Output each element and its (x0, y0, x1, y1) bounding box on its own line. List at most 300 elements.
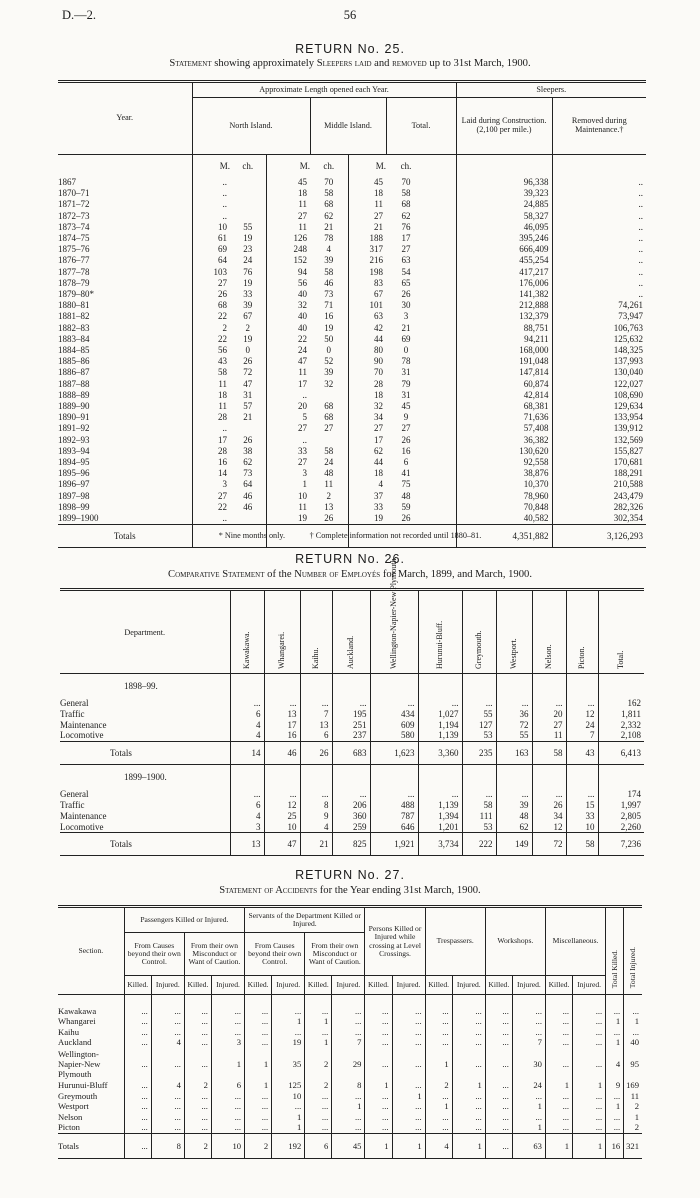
column-header (496, 590, 532, 674)
value-cell: ... (485, 1091, 512, 1102)
empty-cell (124, 995, 151, 1006)
spacer-cell (426, 345, 456, 356)
year-label: 1893–94 (58, 445, 90, 456)
totals-cell: 149 (496, 833, 532, 856)
value-cell: ... (496, 698, 532, 709)
value-cell: 111 (462, 811, 496, 822)
empty-cell (418, 765, 462, 790)
value-cell: 147,814 (456, 367, 552, 378)
value-cell: ... (124, 1016, 151, 1027)
department-name: Traffic (60, 799, 85, 810)
value-cell: 5 (266, 412, 310, 423)
value-cell (230, 177, 266, 188)
value-cell: ... (264, 789, 300, 800)
table-row (60, 730, 644, 741)
value-cell: ... (392, 1006, 425, 1017)
removed-header: Removed during Maintenance.† (552, 98, 646, 155)
value-cell: 282,326 (552, 502, 646, 513)
column-header (598, 590, 644, 674)
value-cell: 68 (401, 199, 411, 210)
spacer-cell (426, 356, 456, 367)
value-cell: ... (512, 1016, 545, 1027)
servants-header: Servants of the Department Killed or Injured. (245, 907, 365, 933)
value-cell: 27 (192, 491, 230, 502)
value-cell: ... (512, 1006, 545, 1017)
value-cell: ... (211, 1101, 244, 1112)
year-cell (58, 502, 192, 513)
totals-cell: 43 (566, 742, 598, 765)
value-cell: 259 (332, 822, 370, 833)
spacer-cell (426, 289, 456, 300)
page-number: 56 (343, 8, 357, 22)
value-cell: 24 (266, 345, 310, 356)
value-cell: ... (272, 1101, 305, 1112)
value-cell: 2 (305, 1048, 332, 1080)
column-header-label: Westport. (509, 638, 518, 669)
value-cell: 609 (370, 720, 418, 731)
value-cell: 63 (401, 255, 411, 266)
servants-misconduct-header: From their own Misconduct or Want of Caution. (305, 933, 365, 976)
value-cell: ... (606, 1122, 624, 1133)
value-cell: 94,211 (456, 334, 552, 345)
value-cell: 28 (192, 446, 230, 457)
value-cell (230, 211, 266, 222)
value-cell: 3 (192, 479, 230, 490)
value-cell: ... (606, 1091, 624, 1102)
value-cell: 127 (462, 720, 496, 731)
value-cell: 1 (245, 1080, 272, 1091)
value-cell: 17 (264, 720, 300, 731)
totals-cell: 1 (452, 1133, 485, 1158)
totals-cell: ... (124, 1133, 151, 1158)
value-cell: 25 (264, 811, 300, 822)
killed-header: Killed. (124, 976, 151, 995)
value-cell: 72 (496, 720, 532, 731)
section-name: Picton (58, 1122, 80, 1133)
totals-laid: 4,351,882 (456, 525, 552, 548)
value-cell: 16 (192, 457, 230, 468)
value-cell: 62 (324, 210, 334, 221)
value-cell: 10 (266, 491, 310, 502)
value-cell: 1,027 (418, 709, 462, 720)
value-cell: 72 (243, 367, 253, 378)
killed-header: Killed. (305, 976, 332, 995)
section-header: Section. (58, 907, 124, 995)
value-cell: ... (332, 1016, 365, 1027)
value-cell: ... (392, 1101, 425, 1112)
value-cell: 34 (532, 811, 566, 822)
table-row (58, 345, 646, 356)
empty-cell (332, 674, 370, 699)
value-cell: 8 (300, 800, 332, 811)
value-cell: 53 (462, 730, 496, 741)
department-name: General (60, 789, 89, 800)
value-cell: ... (184, 1027, 211, 1038)
value-cell: 188 (348, 233, 386, 244)
level-crossing-header: Persons Killed or Injured while crossing at Level Crossings. (365, 907, 425, 976)
value-cell: ... (211, 1016, 244, 1027)
value-cell: 78 (324, 233, 334, 244)
passengers-beyond-header: From Causes beyond their own Control. (124, 933, 184, 976)
value-cell: 32 (324, 378, 334, 389)
total-length-header: Total. (386, 98, 456, 155)
killed-header: Killed. (425, 976, 452, 995)
killed-header: Killed. (365, 976, 392, 995)
value-cell: 11 (624, 1091, 642, 1102)
value-cell: 18 (348, 390, 386, 401)
empty-cell (332, 995, 365, 1006)
value-cell: ... (573, 1122, 606, 1133)
value-cell: 36,382 (456, 435, 552, 446)
value-cell: ... (124, 1027, 151, 1038)
value-cell: 10,370 (456, 479, 552, 490)
table-row (58, 289, 646, 300)
column-header (566, 590, 598, 674)
value-cell: 132,379 (456, 311, 552, 322)
value-cell: 141,382 (456, 289, 552, 300)
table-row (58, 222, 646, 233)
value-cell: 48 (401, 490, 411, 501)
value-cell: 237 (332, 730, 370, 741)
value-cell: 6 (230, 709, 264, 720)
period-row (60, 674, 644, 699)
year-label: 1882–83 (58, 322, 90, 333)
spacer-cell (426, 211, 456, 222)
year-label: 1892–93 (58, 434, 90, 445)
value-cell: 68 (192, 300, 230, 311)
sleepers-table (58, 80, 646, 548)
value-cell: ... (151, 1101, 184, 1112)
value-cell: 1 (624, 1112, 642, 1123)
value-cell: 70 (401, 177, 411, 187)
value-cell: 11 (266, 199, 310, 210)
value-cell: 88,751 (456, 323, 552, 334)
value-cell: 1 (606, 1016, 624, 1027)
empty-cell (151, 995, 184, 1006)
table-row (58, 479, 646, 490)
value-cell: ... (300, 698, 332, 709)
value-cell: 36 (496, 709, 532, 720)
value-cell: 212,888 (456, 300, 552, 311)
value-cell: 11 (266, 502, 310, 513)
value-cell: ... (485, 1122, 512, 1133)
empty-cell (598, 674, 644, 699)
table-row (58, 401, 646, 412)
value-cell: ... (573, 1016, 606, 1027)
table-row (58, 423, 646, 434)
value-cell: ... (392, 1112, 425, 1123)
value-cell: ... (332, 1122, 365, 1133)
value-cell: 62 (496, 822, 532, 833)
totals-cell: 3,734 (418, 833, 462, 856)
table-row (58, 1048, 642, 1080)
return-27-title: RETURN No. 27. (295, 868, 405, 882)
year-cell (58, 334, 192, 345)
page-header (0, 8, 700, 24)
value-cell: 9 (403, 412, 409, 423)
value-cell: 83 (348, 278, 386, 289)
empty-cell (452, 995, 485, 1006)
return-25-subtitle: Statement showing approximately Sleepers laid and removed up to 31st March, 1900. (169, 58, 531, 69)
value-cell: 24,885 (456, 199, 552, 210)
value-cell: 1,139 (418, 800, 462, 811)
value-cell: ... (184, 1006, 211, 1017)
value-cell: ... (124, 1122, 151, 1133)
value-cell: 2 (425, 1080, 452, 1091)
value-cell: ... (624, 1027, 642, 1038)
injured-header: Injured. (151, 976, 184, 995)
totals-cell: 825 (332, 833, 370, 856)
value-cell: 21 (348, 222, 386, 233)
totals-cell: 63 (512, 1133, 545, 1158)
year-cell (58, 423, 192, 434)
value-cell: 73 (324, 289, 334, 300)
value-cell: 168,000 (456, 345, 552, 356)
totals-cell: 192 (272, 1133, 305, 1158)
empty-cell (332, 765, 370, 790)
column-header (462, 590, 496, 674)
column-header (264, 590, 300, 674)
column-header-label: Picton. (577, 646, 586, 669)
value-cell: 26 (532, 800, 566, 811)
value-cell: 1 (425, 1048, 452, 1080)
value-cell: ... (512, 1027, 545, 1038)
year-label: 1881–82 (58, 311, 90, 322)
value-cell: 32 (348, 401, 386, 412)
value-cell: 30 (512, 1048, 545, 1080)
value-cell: 125,632 (552, 334, 646, 345)
value-cell: ... (245, 1027, 272, 1038)
table-row (58, 435, 646, 446)
killed-header: Killed. (485, 976, 512, 995)
value-cell: 42 (348, 323, 386, 334)
value-cell: ... (452, 1122, 485, 1133)
value-cell: ... (512, 1091, 545, 1102)
value-cell: 106,763 (552, 323, 646, 334)
value-cell: 1 (606, 1101, 624, 1112)
value-cell: 125 (272, 1080, 305, 1091)
value-cell: ... (485, 1048, 512, 1080)
footnote-star: * Nine months only. (218, 531, 286, 540)
value-cell: 4 (326, 244, 331, 255)
value-cell: 24 (243, 255, 253, 266)
value-cell: ... (452, 1091, 485, 1102)
value-cell: ... (545, 1016, 572, 1027)
year-cell (58, 199, 192, 210)
spacer-cell (426, 222, 456, 233)
value-cell: 27 (266, 423, 310, 434)
footnote-dagger: † Complete information not recorded until 1880–81. (309, 531, 482, 540)
year-cell (58, 435, 192, 446)
spacer-cell (426, 468, 456, 479)
passengers-header: Passengers Killed or Injured. (124, 907, 244, 933)
killed-header: Killed. (545, 976, 572, 995)
value-cell: 251 (332, 720, 370, 731)
value-cell: ... (211, 1122, 244, 1133)
value-cell: .. (552, 222, 646, 233)
value-cell: 132,569 (552, 435, 646, 446)
year-label: 1887–88 (58, 378, 90, 389)
empty-cell (532, 765, 566, 790)
value-cell: 68 (324, 401, 334, 412)
empty-cell (300, 674, 332, 699)
value-cell: 39 (324, 367, 334, 378)
value-cell: ... (365, 1006, 392, 1017)
year-cell (58, 412, 192, 423)
value-cell: 1 (211, 1048, 244, 1080)
value-cell: .. (552, 177, 646, 188)
totals-cell: 1,921 (370, 833, 418, 856)
totals-cell: 1,623 (370, 742, 418, 765)
killed-header: Killed. (184, 976, 211, 995)
value-cell: ... (545, 1101, 572, 1112)
value-cell: ... (245, 1016, 272, 1027)
empty-cell (370, 765, 418, 790)
value-cell: 79 (401, 378, 411, 389)
value-cell: 155,827 (552, 446, 646, 457)
value-cell: 19 (348, 513, 386, 525)
value-cell: 48 (324, 468, 334, 479)
workshops-header: Workshops. (485, 907, 545, 976)
value-cell: 2,332 (598, 720, 644, 731)
value-cell: 1 (512, 1101, 545, 1112)
column-header-label: Greymouth. (474, 630, 483, 669)
value-cell: 21 (401, 322, 411, 333)
empty-cell (264, 674, 300, 699)
value-cell: 50 (324, 333, 334, 344)
value-cell: 206 (332, 800, 370, 811)
table-row (58, 177, 646, 188)
value-cell: 46 (324, 277, 334, 288)
value-cell: 1 (512, 1122, 545, 1133)
value-cell: ... (230, 698, 264, 709)
value-cell: 35 (272, 1048, 305, 1080)
value-cell: 22 (192, 502, 230, 513)
value-cell: ... (305, 1006, 332, 1017)
table-row (58, 188, 646, 199)
value-cell: 148,325 (552, 345, 646, 356)
value-cell: 52 (324, 356, 334, 367)
value-cell: ... (452, 1027, 485, 1038)
department-name: Maintenance (60, 810, 107, 821)
value-cell: ... (573, 1027, 606, 1038)
value-cell: 1 (392, 1091, 425, 1102)
value-cell: 2 (305, 1080, 332, 1091)
value-cell: ... (452, 1101, 485, 1112)
value-cell: 55 (496, 730, 532, 741)
table-row (58, 390, 646, 401)
value-cell: 19 (266, 513, 310, 525)
value-cell: ... (332, 789, 370, 800)
value-cell: 20 (532, 709, 566, 720)
value-cell: 8 (332, 1080, 365, 1091)
table-row (58, 334, 646, 345)
value-cell: ... (485, 1037, 512, 1048)
value-cell: 67 (348, 289, 386, 300)
value-cell: ... (272, 1006, 305, 1017)
value-cell: 243,479 (552, 491, 646, 502)
value-cell: 12 (532, 822, 566, 833)
value-cell: 53 (462, 822, 496, 833)
year-cell (58, 311, 192, 322)
department-name: Traffic (60, 708, 85, 719)
table-row (60, 800, 644, 811)
table-row (58, 446, 646, 457)
year-label: 1897–98 (58, 490, 90, 501)
value-cell: 42,814 (456, 390, 552, 401)
column-header (418, 590, 462, 674)
value-cell: 69 (401, 333, 411, 344)
value-cell: 4 (230, 720, 264, 731)
value-cell: 58 (324, 266, 334, 277)
value-cell: 34 (348, 412, 386, 423)
year-label: 1880–81 (58, 300, 90, 311)
value-cell: 1,139 (418, 730, 462, 741)
value-cell: .. (192, 423, 230, 434)
value-cell: ... (184, 1016, 211, 1027)
year-cell (58, 300, 192, 311)
value-cell: ... (425, 1006, 452, 1017)
value-cell: 10 (566, 822, 598, 833)
value-cell: .. (192, 211, 230, 222)
totals-label: Totals (110, 839, 132, 850)
value-cell: 28 (192, 412, 230, 423)
year-cell (58, 356, 192, 367)
empty-cell (566, 765, 598, 790)
value-cell: 4 (606, 1048, 624, 1080)
value-cell: ... (392, 1027, 425, 1038)
column-header-label: Total. (616, 650, 626, 669)
year-label: 1873–74 (58, 221, 90, 232)
totals-cell: 1 (365, 1133, 392, 1158)
value-cell: 26 (243, 434, 253, 445)
value-cell: .. (192, 513, 230, 525)
table-row (58, 1080, 642, 1091)
totals-cell: 2 (184, 1133, 211, 1158)
value-cell: 40 (266, 289, 310, 300)
value-cell: 0 (245, 345, 250, 356)
year-label: 1889–90 (58, 401, 90, 412)
empty-cell (305, 995, 332, 1006)
value-cell: ... (425, 1122, 452, 1133)
totals-row (60, 742, 644, 765)
year-cell (58, 446, 192, 457)
value-cell: ... (392, 1037, 425, 1048)
value-cell: 31 (243, 389, 253, 400)
value-cell: 18 (348, 188, 386, 199)
total-injured-header: Total Injured. (624, 907, 642, 995)
value-cell: 21 (243, 412, 253, 423)
value-cell: ... (425, 1112, 452, 1123)
year-cell (58, 390, 192, 401)
table-row (58, 1122, 642, 1133)
table-row (58, 255, 646, 266)
section-name: Hurunui-Bluff (58, 1079, 108, 1090)
period-label: 1898–99. (124, 681, 158, 691)
spacer-cell (426, 244, 456, 255)
value-cell: ... (151, 1122, 184, 1133)
value-cell: ... (573, 1037, 606, 1048)
value-cell: ... (124, 1112, 151, 1123)
value-cell: 62 (401, 210, 411, 221)
value-cell: 1,997 (598, 800, 644, 811)
value-cell (310, 390, 348, 401)
year-label: 1899–1900 (58, 513, 99, 524)
value-cell: ... (305, 1112, 332, 1123)
value-cell: 30 (401, 300, 411, 311)
totals-cell: 683 (332, 742, 370, 765)
year-cell (58, 345, 192, 356)
